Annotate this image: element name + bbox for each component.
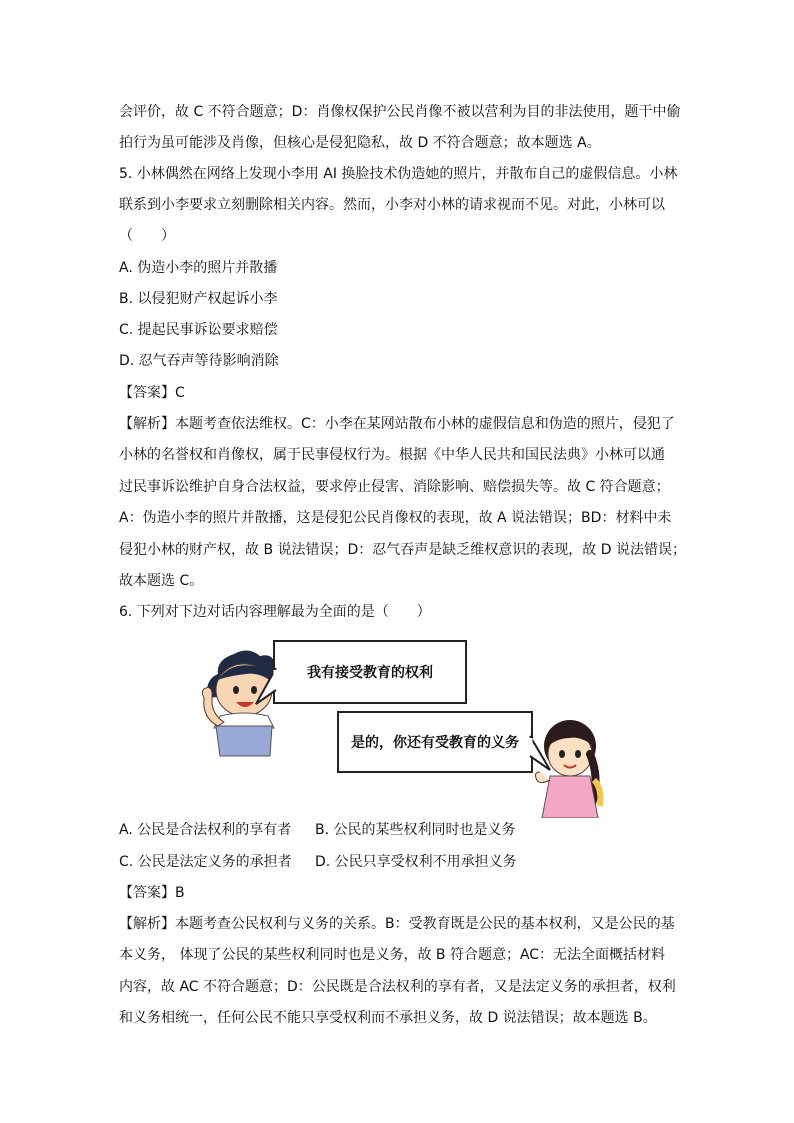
q5-analysis-line-5: 侵犯小林的财产权，故 B 说法错误；D：忍气吞声是缺乏维权意识的表现，故 D 说法错误； [119, 542, 686, 558]
q6-analysis-line-4: 和义务相统一，任何公民不能只享受权利而不承担义务，故 D 说法错误；故本题选 B。 [119, 1010, 657, 1026]
boy-speech-text: 我有接受教育的权利 [307, 665, 433, 681]
boy-figure [202, 650, 280, 756]
q5-stem-line-2: 联系到小李要求立刻删除相关内容。然而，小李对小林的请求视而不见。对此，小林可以 [119, 197, 665, 213]
q5-analysis-line-3: 过民事诉讼维护自身合法权益，要求停止侵害、消除影响、赔偿损失等。故 C 符合题意； [119, 479, 670, 495]
q6-option-d: D. 公民只享受权利不用承担义务 [315, 854, 517, 870]
q6-stem: 6. 下列对下边对话内容理解最为全面的是（ ） [119, 604, 431, 620]
q5-option-b: B. 以侵犯财产权起诉小李 [119, 291, 278, 307]
continuation-line-1: 会评价，故 C 不符合题意；D：肖像权保护公民肖像不被以营利为目的非法使用，题干中偷 [119, 104, 681, 120]
q6-option-c: C. 公民是法定义务的承担者 [119, 854, 292, 870]
q5-option-c: C. 提起民事诉讼要求赔偿 [119, 322, 278, 338]
q6-analysis-line-3: 内容，故 AC 不符合题意；D：公民既是合法权利的享有者，又是法定义务的承担者，权利 [119, 979, 676, 995]
q5-stem-line-1: 5. 小林偶然在网络上发现小李用 AI 换脸技术伪造她的照片，并散布自己的虚假信息。小林 [119, 166, 678, 182]
dialogue-illustration [190, 628, 610, 818]
q6-analysis-line-1: 【解析】本题考查公民权利与义务的关系。B：受教育既是公民的基本权利，又是公民的基 [119, 916, 675, 932]
q5-answer-blank: （ ） [119, 228, 175, 244]
girl-speech-text: 是的，你还有受教育的义务 [351, 735, 519, 751]
q5-analysis-line-2: 小林的名誉权和肖像权，属于民事侵权行为。根据《中华人民共和国民法典》小林可以通 [119, 447, 665, 463]
q5-analysis-line-6: 故本题选 C。 [119, 573, 204, 589]
continuation-line-2: 拍行为虽可能涉及肖像，但核心是侵犯隐私，故 D 不符合题意；故本题选 A。 [119, 135, 601, 151]
girl-figure [536, 720, 601, 818]
q5-option-d: D. 忍气吞声等待影响消除 [119, 353, 279, 369]
q6-answer: 【答案】B [119, 885, 185, 901]
q6-option-a: A. 公民是合法权利的享有者 [119, 822, 292, 838]
q6-analysis-line-2: 本义务， 体现了公民的某些权利同时也是义务，故 B 符合题意；AC：无法全面概括材料 [119, 947, 666, 963]
q6-option-b: B. 公民的某些权利同时也是义务 [315, 822, 516, 838]
q5-answer: 【答案】C [119, 385, 185, 401]
q5-analysis-line-1: 【解析】本题考查依法维权。C：小李在某网站散布小林的虚假信息和伪造的照片，侵犯了 [119, 416, 675, 432]
q5-option-a: A. 伪造小李的照片并散播 [119, 260, 278, 276]
q5-analysis-line-4: A：伪造小李的照片并散播，这是侵犯公民肖像权的表现，故 A 说法错误；BD：材料中未 [119, 510, 672, 526]
